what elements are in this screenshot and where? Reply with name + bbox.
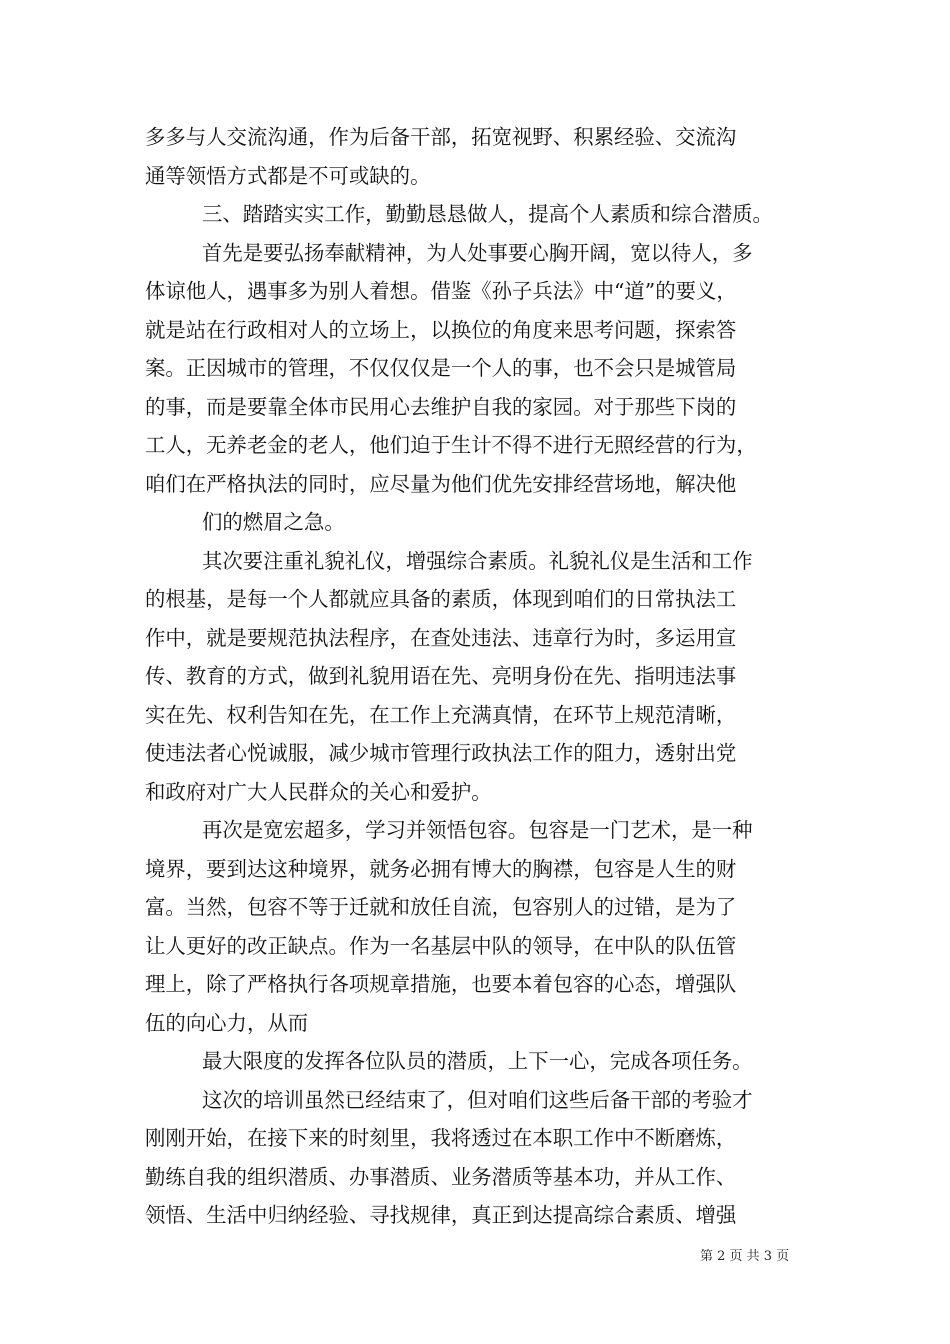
text-line: 勤练自我的组织潜质、办事潜质、业务潜质等基本功，并从工作、 xyxy=(145,1164,737,1189)
text-line: 通等领悟方式都是不可或缺的。 xyxy=(145,163,431,188)
text-line: 刚刚开始，在接下来的时刻里，我将透过在本职工作中不断磨炼， xyxy=(145,1126,737,1150)
text-line: 多多与人交流沟通，作为后备干部，拓宽视野、积累经验、交流沟 xyxy=(145,125,737,149)
text-line: 领悟、生活中归纳经验、寻找规律，真正到达提高综合素质、增强 xyxy=(145,1203,737,1227)
text-line: 的事，而是要靠全体市民用心去维护自我的家园。对于那些下岗的 xyxy=(145,394,737,419)
text-line: 体谅他人，遇事多为别人着想。借鉴《孙子兵法》中“道”的要义， xyxy=(145,279,737,303)
text-line: 就是站在行政相对人的立场上，以换位的角度来思考问题，探索答 xyxy=(145,317,737,342)
text-line: 境界，要到达这种境界，就务必拥有博大的胸襟，包容是人生的财 xyxy=(145,856,737,881)
text-line: 让人更好的改正缺点。作为一名基层中队的领导，在中队的队伍管 xyxy=(145,933,737,958)
text-line: 传、教育的方式，做到礼貌用语在先、亮明身份在先、指明违法事 xyxy=(145,664,737,688)
text-line: 工人，无养老金的老人，他们迫于生计不得不进行无照经营的行为， xyxy=(145,433,757,457)
text-line: 作中，就是要规范执法程序，在查处违法、违章行为时，多运用宣 xyxy=(145,625,737,650)
text-line: 再次是宽宏超多，学习并领悟包容。包容是一门艺术，是一种 xyxy=(202,818,753,842)
text-line: 的根基，是每一个人都就应具备的素质，体现到咱们的日常执法工 xyxy=(145,587,737,611)
text-line: 其次要注重礼貌礼仪，增强综合素质。礼貌礼仪是生活和工作 xyxy=(202,548,753,573)
text-line: 这次的培训虽然已经结束了，但对咱们这些后备干部的考验才 xyxy=(202,1087,753,1112)
text-line: 理上，除了严格执行各项规章措施，也要本着包容的心态，增强队 xyxy=(145,972,737,996)
text-line: 和政府对广大人民群众的关心和爱护。 xyxy=(145,779,492,804)
text-line: 实在先、权利告知在先，在工作上充满真情，在环节上规范清晰， xyxy=(145,702,737,727)
text-line: 使违法者心悦诚服，减少城市管理行政执法工作的阻力，透射出党 xyxy=(145,741,737,765)
text-line: 们的燃眉之急。 xyxy=(202,510,345,534)
body-text xyxy=(145,118,815,1235)
text-line: 首先是要弘扬奉献精神，为人处事要心胸开阔，宽以待人，多 xyxy=(202,240,753,265)
text-line: 最大限度的发挥各位队员的潜质，上下一心，完成各项任务。 xyxy=(202,1049,753,1073)
text-line: 富。当然，包容不等于迁就和放任自流，包容别人的过错，是为了 xyxy=(145,895,737,919)
page-number: 第 2 页 共 3 页 xyxy=(700,1249,790,1264)
text-line: 案。正因城市的管理，不仅仅仅是一个人的事，也不会只是城管局 xyxy=(145,356,737,380)
section-heading: 三、踏踏实实工作，勤勤恳恳做人，提高个人素质和综合潜质。 xyxy=(202,202,773,226)
text-line: 咱们在严格执法的同时，应尽量为他们优先安排经营场地，解决他 xyxy=(145,471,737,496)
text-line: 伍的向心力，从而 xyxy=(145,1010,309,1035)
